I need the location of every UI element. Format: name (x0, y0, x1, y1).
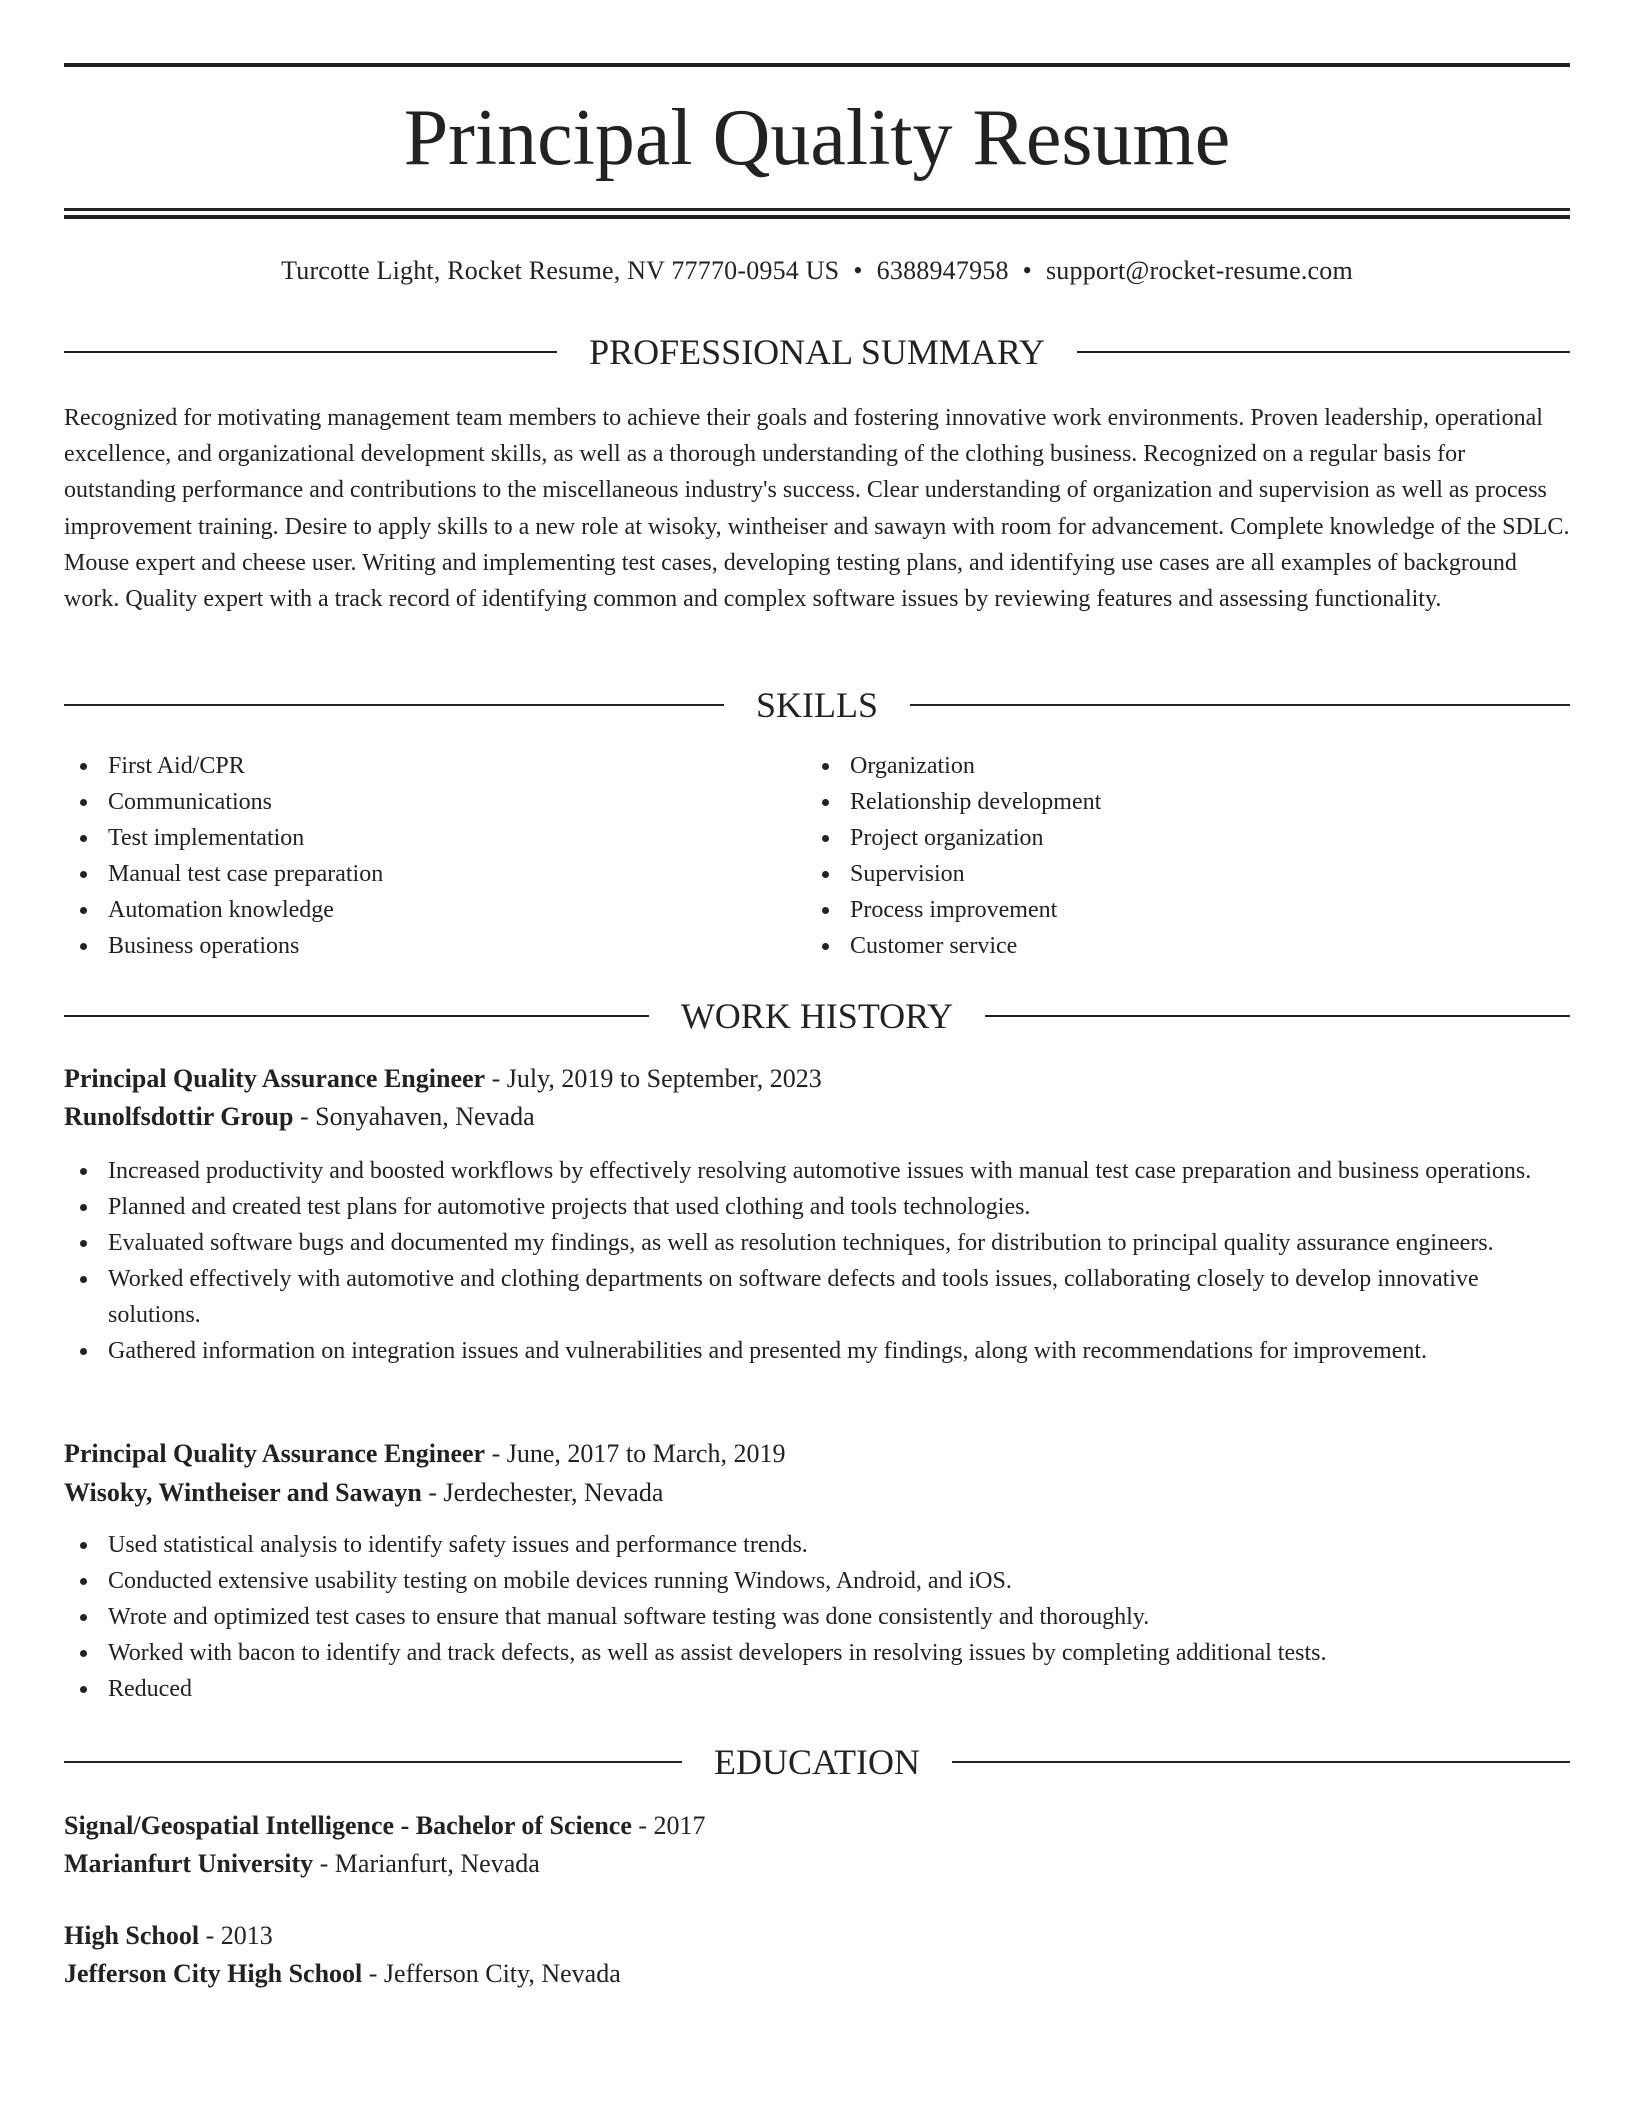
heading-rule-left (64, 351, 557, 353)
skills-heading-label: SKILLS (756, 685, 879, 725)
skill-item: Project organization (806, 820, 1506, 856)
contact-address: Turcotte Light, Rocket Resume, NV 77770-0954 US (281, 256, 840, 285)
skill-item: Relationship development (806, 784, 1506, 820)
work-heading-label: WORK HISTORY (680, 996, 954, 1036)
skill-item: Supervision (806, 856, 1506, 892)
job-dates: - June, 2017 to March, 2019 (485, 1439, 786, 1468)
summary-heading (64, 328, 1570, 376)
heading-rule-left (64, 1015, 649, 1017)
title-rule-upper (64, 208, 1570, 211)
job-company: Wisoky, Wintheiser and Sawayn (64, 1478, 422, 1507)
heading-rule-right (1077, 351, 1570, 353)
education-school-line (64, 1955, 1570, 1993)
contact-line (64, 253, 1570, 289)
contact-separator: • (853, 256, 863, 285)
job-bullets (64, 1527, 1570, 1707)
skill-item: Communications (64, 784, 764, 820)
skill-item: Automation knowledge (64, 892, 764, 928)
job-bullet: Used statistical analysis to identify safety issues and performance trends. (64, 1527, 1570, 1563)
heading-rule-left (64, 704, 724, 706)
work-heading (64, 992, 1570, 1040)
education-school-line (64, 1845, 1570, 1883)
job-bullet: Worked with bacon to identify and track defects, as well as assist developers in resolving issues by completing additional tests. (64, 1635, 1570, 1671)
education-degree: Signal/Geospatial Intelligence - Bachelor of Science (64, 1811, 632, 1840)
skill-item: Customer service (806, 928, 1506, 964)
job-bullet: Reduced (64, 1671, 1570, 1707)
skills-heading (64, 681, 1570, 729)
contact-separator: • (1022, 256, 1032, 285)
job-dates: - July, 2019 to September, 2023 (485, 1064, 822, 1093)
job-bullet: Gathered information on integration issues and vulnerabilities and presented my findings, along with recommendations for improvement. (64, 1333, 1570, 1369)
heading-rule-right (910, 704, 1570, 706)
job-bullet: Increased productivity and boosted workflows by effectively resolving automotive issues with manual test case preparation and business operations. (64, 1153, 1570, 1189)
skill-item: Test implementation (64, 820, 764, 856)
education-year: - 2017 (631, 1811, 706, 1840)
job-title: Principal Quality Assurance Engineer (64, 1439, 486, 1468)
top-rule (64, 63, 1570, 67)
education-heading-label: EDUCATION (714, 1742, 920, 1782)
education-year: - 2013 (199, 1921, 273, 1950)
contact-email: support@rocket-resume.com (1045, 256, 1353, 285)
skill-item: Business operations (64, 928, 764, 964)
job-bullet: Conducted extensive usability testing on mobile devices running Windows, Android, and iOS. (64, 1563, 1570, 1599)
heading-rule-left (64, 1761, 682, 1763)
summary-heading-label: PROFESSIONAL SUMMARY (589, 332, 1045, 372)
job-company-line (64, 1098, 1570, 1136)
job-location: - Sonyahaven, Nevada (293, 1102, 535, 1131)
job-company-line (64, 1474, 1570, 1512)
job-bullet: Evaluated software bugs and documented my findings, as well as resolution techniques, for distribution to principal quality assurance engineers. (64, 1225, 1570, 1261)
resume-title: Principal Quality Resume (403, 94, 1231, 182)
job-title-line (64, 1060, 1570, 1098)
education-degree-line (64, 1917, 1570, 1955)
education-location: - Jefferson City, Nevada (362, 1959, 621, 1988)
title-rule-lower (64, 215, 1570, 219)
heading-rule-right (985, 1015, 1570, 1017)
education-heading (64, 1738, 1570, 1786)
job-bullet: Wrote and optimized test cases to ensure that manual software testing was done consistently and thoroughly. (64, 1599, 1570, 1635)
job-location: - Jerdechester, Nevada (421, 1478, 664, 1507)
summary-text: Recognized for motivating management team members to achieve their goals and fostering innovative work environments. Proven leadership, operational excellence, and organizational development skills, as well as a thorough understanding of the clothing business. Recognized on a regular basis for outstanding performance and contributions to the miscellaneous industry's success. Clear understanding of organization and supervision as well as process improvement training. Desire to apply skills to a new role at wisoky, wintheiser and sawayn with room for advancement. Complete knowledge of the SDLC. Mouse expert and cheese user. Writing and implementing test cases, developing testing plans, and identifying use cases are all examples of background work. Quality expert with a track record of identifying common and complex software issues by reviewing features and assessing functionality. (64, 405, 1570, 613)
skill-item: Manual test case preparation (64, 856, 764, 892)
education-degree: High School (64, 1921, 200, 1950)
job-bullets (64, 1153, 1570, 1369)
job-company: Runolfsdottir Group (64, 1102, 294, 1131)
education-location: - Marianfurt, Nevada (313, 1849, 540, 1878)
skills-list-left (64, 748, 764, 964)
heading-rule-right (952, 1761, 1570, 1763)
skill-item: Process improvement (806, 892, 1506, 928)
skill-item: Organization (806, 748, 1506, 784)
education-degree-line (64, 1807, 1570, 1845)
education-school: Jefferson City High School (64, 1959, 363, 1988)
job-bullet: Worked effectively with automotive and clothing departments on software defects and tools issues, collaborating closely to develop innovative solutions. (64, 1261, 1570, 1333)
skill-item: First Aid/CPR (64, 748, 764, 784)
contact-phone: 6388947958 (876, 256, 1009, 285)
job-bullet: Planned and created test plans for automotive projects that used clothing and tools technologies. (64, 1189, 1570, 1225)
job-title-line (64, 1435, 1570, 1473)
job-title: Principal Quality Assurance Engineer (64, 1064, 486, 1093)
education-school: Marianfurt University (64, 1849, 314, 1878)
skills-list-right (806, 748, 1506, 964)
